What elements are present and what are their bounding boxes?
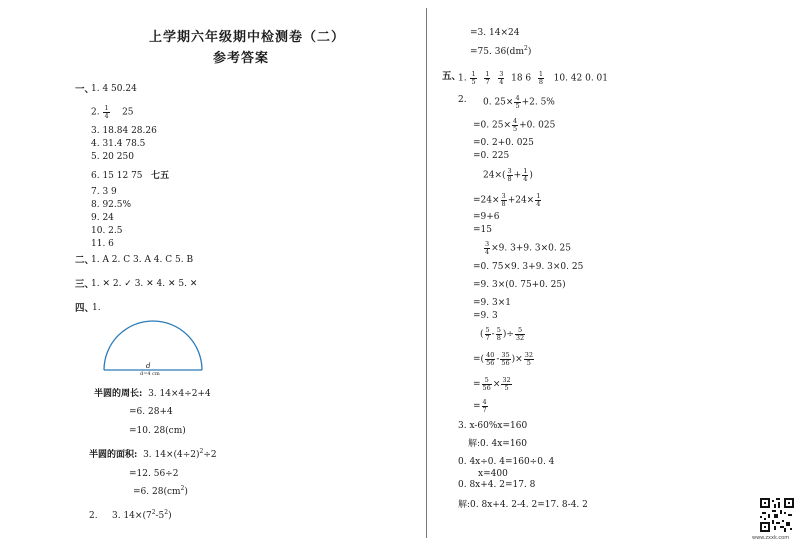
calc-step: = $\frac{4}{7}$ bbox=[473, 398, 487, 414]
semicircle-arc bbox=[104, 321, 202, 370]
column-divider bbox=[426, 8, 427, 538]
section-3-label: 三、 bbox=[75, 279, 95, 290]
diameter-label: d bbox=[146, 362, 151, 370]
calc-step: =9+6 bbox=[473, 212, 500, 222]
diameter-dimension: d=4 cm bbox=[140, 371, 160, 377]
equation-row: 解:0. 4x=160 bbox=[468, 439, 528, 449]
perimeter-step: =6. 28+4 bbox=[129, 407, 173, 417]
calc-step: ( $\frac{5}{7}$ - $\frac{5}{8}$ )÷ $\frac{5}{32}$ bbox=[480, 326, 525, 342]
item-number: 2. bbox=[458, 95, 467, 105]
perimeter-row: 半圆的周长: 3. 14×4÷2+4 bbox=[94, 389, 211, 399]
qr-code-icon bbox=[760, 498, 794, 532]
equation-row: x=400 bbox=[478, 469, 508, 479]
answer-row: 1. ✕ 2. ✓ 3. ✕ 4. ✕ 5. ✕ bbox=[91, 279, 198, 289]
answer-row: 9. 24 bbox=[91, 213, 114, 223]
answer-row: 6. 15 12 75 七五 bbox=[91, 171, 170, 181]
answer-row: 1. $\frac{1}{5}$ $\frac{1}{7}$ $\frac{3}{4}$ 18 6 $\frac{1}{8}$ 10. 42 0. 01 bbox=[458, 70, 608, 86]
section-2-label: 二、 bbox=[75, 255, 95, 266]
page-subtitle: 参考答案 bbox=[213, 51, 270, 66]
answer-row: 1. A 2. C 3. A 4. C 5. B bbox=[91, 255, 194, 265]
calc-step: =0. 225 bbox=[473, 151, 510, 161]
calc-step: =3. 14×24 bbox=[470, 28, 520, 38]
item-2-expression: 3. $14\times(7^2-5^2)$ bbox=[112, 509, 172, 521]
area-step: =12. 56÷2 bbox=[129, 469, 179, 479]
calc-step: =15 bbox=[473, 225, 492, 235]
calc-step: 0. 25× $\frac{4}{5}$ +2. 5% bbox=[483, 94, 555, 110]
qr-caption: www.zxxk.com bbox=[752, 535, 790, 541]
area-step: =6. $28(cm^2)$ bbox=[133, 485, 188, 497]
area-row: 半圆的面积: 3. $14\times(4\div 2)^2\div 2$ bbox=[89, 448, 217, 460]
perimeter-step: =10. 28(cm) bbox=[129, 426, 186, 436]
answer-row: 3. 18.84 28.26 bbox=[91, 126, 157, 136]
equation-row: 0. 4x÷0. 4=160÷0. 4 bbox=[458, 457, 555, 467]
answer-row: 1. 4 50.24 bbox=[91, 84, 137, 94]
equation-row: 3. x-60%x=160 bbox=[458, 421, 528, 431]
answer-row: 2. $\frac{1}{4}$ 25 bbox=[91, 104, 134, 120]
answer-row: 4. 31.4 78.5 bbox=[91, 139, 146, 149]
item-number: 1. bbox=[92, 303, 101, 313]
calc-step: =9. 3×(0. 75+0. 25) bbox=[473, 280, 566, 290]
calc-step: =0. 25× $\frac{4}{5}$ +0. 025 bbox=[473, 117, 556, 133]
semicircle-figure bbox=[100, 318, 206, 376]
calc-step: =( $\frac{40}{56}$ - $\frac{35}{56}$ )× $\frac{32}{5}$ bbox=[473, 351, 534, 367]
calc-step: =0. 2+0. 025 bbox=[473, 138, 534, 148]
equation-row: 解:0. 8x+4. 2-4. 2=17. 8-4. 2 bbox=[458, 500, 588, 510]
answer-row: 5. 20 250 bbox=[91, 152, 134, 162]
answer-row: 8. 92.5% bbox=[91, 200, 132, 210]
equation-row: 0. 8x+4. 2=17. 8 bbox=[458, 480, 536, 490]
section-1-label: 一、 bbox=[75, 84, 95, 95]
calc-step: 24×( $\frac{3}{8}$ + $\frac{1}{4}$ ) bbox=[483, 167, 533, 183]
answer-row: 7. 3 9 bbox=[91, 187, 117, 197]
section-4-label: 四、 bbox=[75, 303, 95, 314]
item-number: 2. bbox=[89, 511, 98, 521]
calc-step: =75. $36(dm^2)$ bbox=[470, 45, 532, 57]
calc-step: =0. 75×9. 3+9. 3×0. 25 bbox=[473, 262, 584, 272]
calc-step: =24× $\frac{3}{8}$ +24× $\frac{1}{4}$ bbox=[473, 192, 541, 208]
calc-step: $\frac{3}{4}$ ×9. 3+9. 3×0. 25 bbox=[485, 240, 572, 256]
answer-row: 11. 6 bbox=[91, 239, 114, 249]
calc-step: =9. 3 bbox=[473, 311, 498, 321]
calc-step: =9. 3×1 bbox=[473, 298, 511, 308]
section-5-label: 五、 bbox=[442, 71, 462, 82]
page-title: 上学期六年级期中检测卷（二） bbox=[149, 30, 346, 45]
calc-step: = $\frac{5}{56}$ × $\frac{32}{5}$ bbox=[473, 376, 511, 392]
fraction: $\frac{1}{4}$ bbox=[104, 104, 109, 120]
answer-row: 10. 2.5 bbox=[91, 226, 123, 236]
